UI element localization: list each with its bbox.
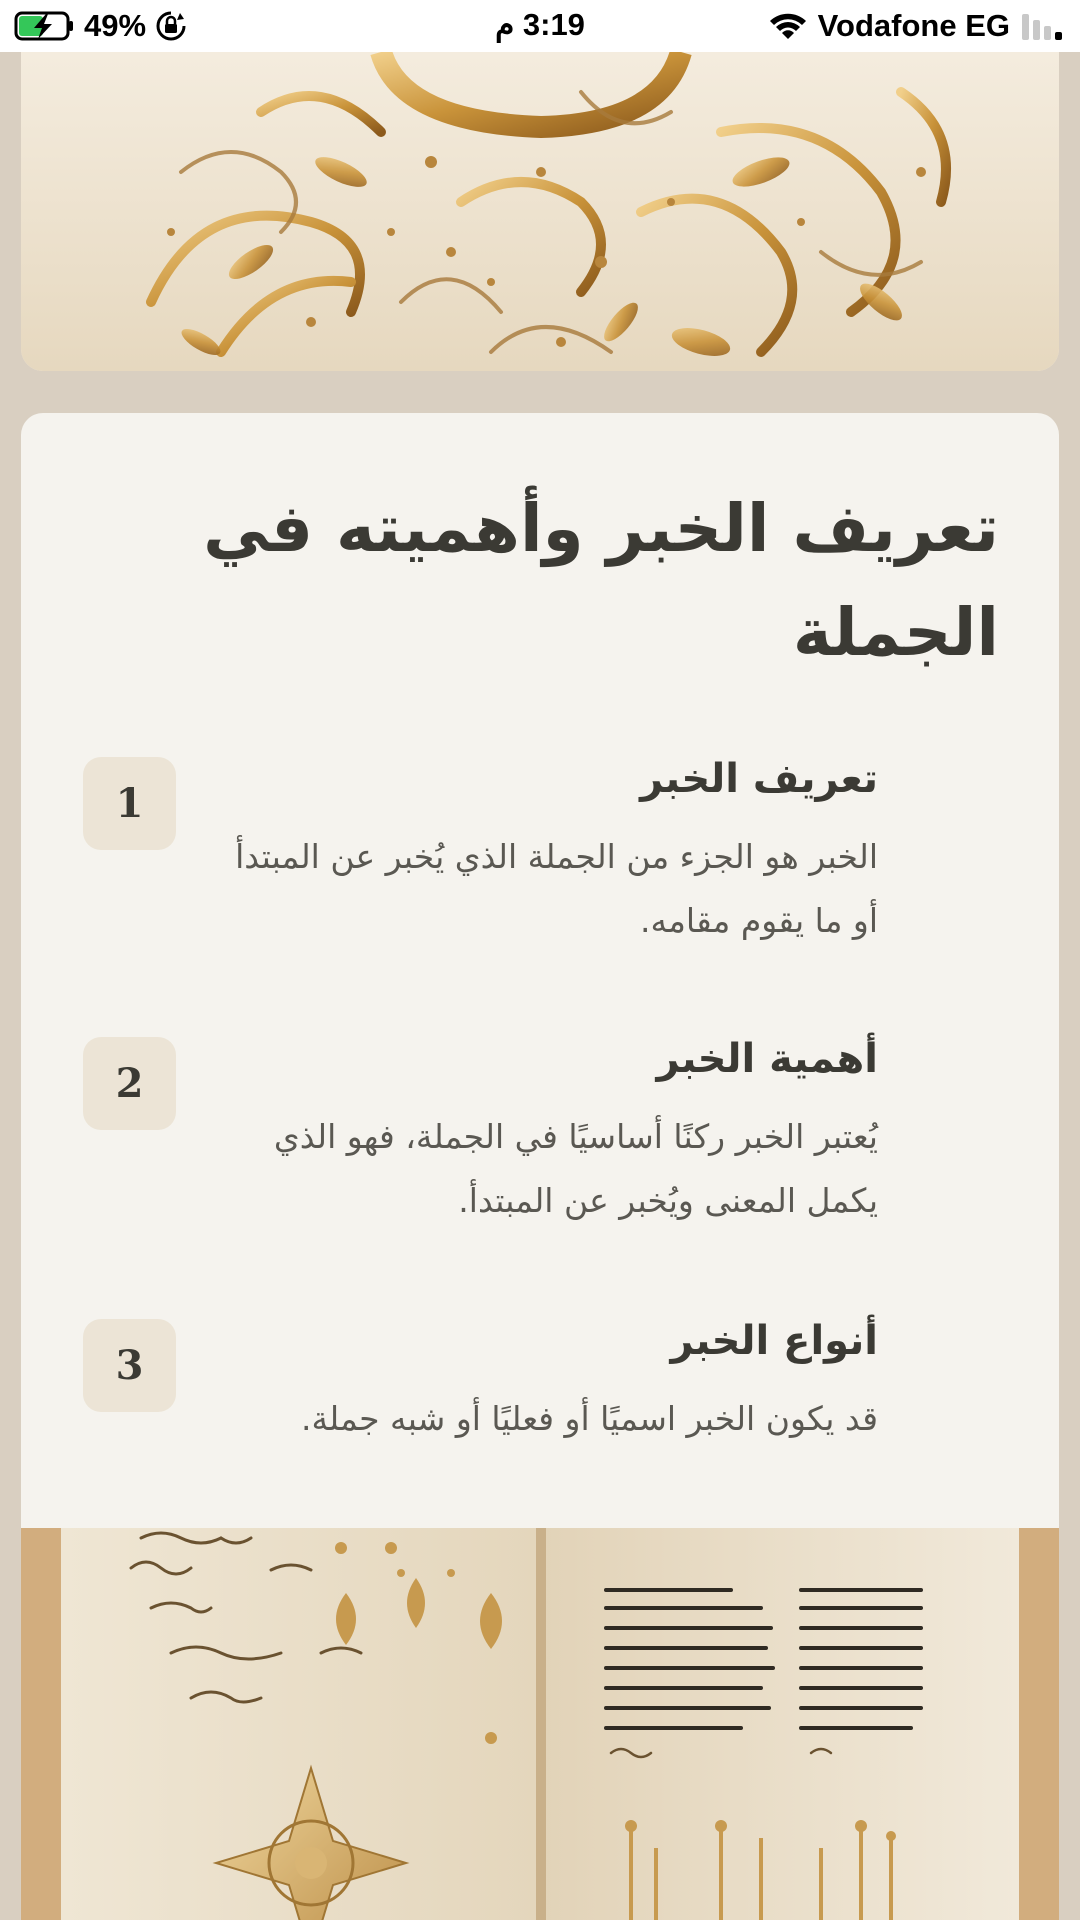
status-time: 3:19 م xyxy=(495,7,585,42)
item-number-badge: 1 xyxy=(83,757,176,850)
card-title: تعريف الخبر وأهميته في الجملة xyxy=(203,490,999,671)
item-text: يُعتبر الخبر ركنًا أساسيًا في الجملة، فهو الذي يكمل المعنى ويُخبر عن المبتدأ. xyxy=(273,1117,878,1220)
item-number-badge: 2 xyxy=(83,1037,176,1130)
hero-image-arabesque xyxy=(21,52,1059,371)
hero-image-manuscript xyxy=(21,1528,1059,1920)
item-heading: أهمية الخبر xyxy=(656,1036,878,1082)
item-text: قد يكون الخبر اسميًا أو فعليًا أو شبه جملة. xyxy=(300,1399,878,1438)
battery-percent: 49% xyxy=(84,8,147,43)
status-right xyxy=(768,8,1066,44)
list-item xyxy=(83,1319,1003,1549)
carrier-name: Vodafone EG xyxy=(817,8,1010,43)
item-body xyxy=(218,1319,998,1451)
wifi-icon xyxy=(768,10,808,42)
manuscript-book-illustration xyxy=(21,1528,1059,1920)
item-number-badge: 3 xyxy=(83,1319,176,1412)
list-item xyxy=(83,757,1003,987)
item-heading: تعريف الخبر xyxy=(640,756,878,802)
item-text: الخبر هو الجزء من الجملة الذي يُخبر عن المبتدأ أو ما يقوم مقامه. xyxy=(235,837,878,940)
cellular-signal-icon xyxy=(1020,10,1066,42)
status-bar xyxy=(0,0,1080,52)
item-heading: أنواع الخبر xyxy=(670,1318,878,1364)
item-body xyxy=(218,757,998,953)
lesson-card xyxy=(21,413,1059,1528)
arabesque-illustration xyxy=(21,52,1059,371)
item-body xyxy=(218,1037,998,1233)
list-item xyxy=(83,1037,1003,1267)
